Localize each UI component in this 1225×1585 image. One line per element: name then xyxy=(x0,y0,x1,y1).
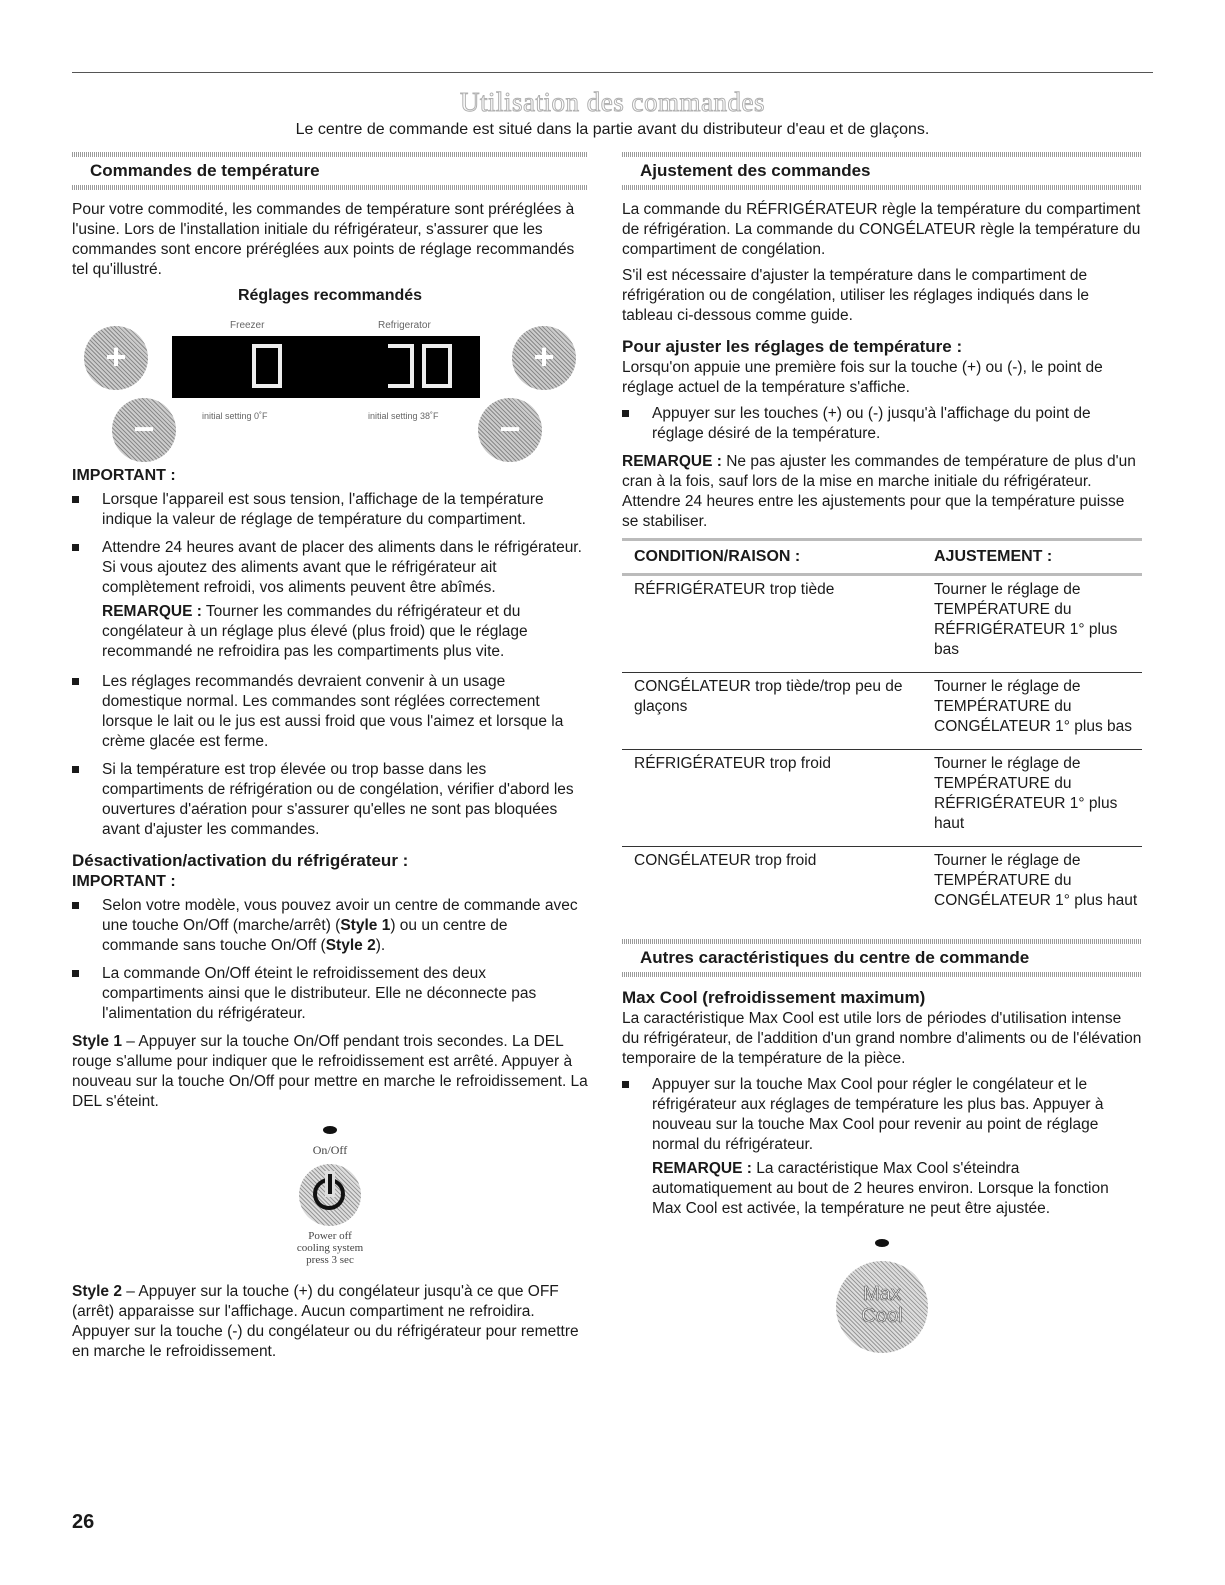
temperature-display xyxy=(172,336,480,398)
condition-cell: RÉFRIGÉRATEUR trop tiède xyxy=(622,575,922,673)
style2-label: Style 2 xyxy=(72,1283,122,1300)
refrigerator-label: Refrigerator xyxy=(378,320,431,331)
table-row xyxy=(622,673,1142,750)
onoff-list xyxy=(72,896,588,1024)
style1-ref: Style 1 xyxy=(340,917,391,934)
refrigerator-digit-8 xyxy=(422,344,452,388)
condition-cell: CONGÉLATEUR trop froid xyxy=(634,852,817,869)
list-item: Les réglages recommandés devraient convenir à un usage domestique normal. Les commandes sont réglées correctement lorsque le lait ou le jus est aussi froid que vous l'aimez et lorsque la crème glacée est ferme. xyxy=(72,672,588,752)
adjustment-cell: Tourner le réglage de TEMPÉRATURE du CONGÉLATEUR 1° plus haut xyxy=(934,852,1138,909)
important-label: IMPORTANT : xyxy=(72,467,176,484)
table-row xyxy=(622,750,1142,847)
freezer-digit xyxy=(252,344,282,388)
bullet-text: ). xyxy=(375,937,386,954)
adjust-p1: La commande du RÉFRIGÉRATEUR règle la température du compartiment de réfrigération. La commande du CONGÉLATEUR règle la température du compartiment de congélation. xyxy=(622,201,1141,258)
freezer-minus-button[interactable]: − xyxy=(112,398,176,462)
onoff-button-figure xyxy=(72,1120,588,1266)
right-column xyxy=(622,152,1142,1353)
caption-line: Power off xyxy=(308,1230,352,1242)
note-text: Tourner les commandes du réfrigérateur et du congélateur à un réglage plus élevé (plus froid) que le réglage recommandé ne refroidira pas les compartiments plus vite. xyxy=(102,603,528,660)
list-item: La commande On/Off éteint le refroidissement des deux compartiments ainsi que le distributeur. Elle ne déconnecte pas l'alimentation du réfrigérateur. xyxy=(72,964,588,1024)
max-cool-note xyxy=(622,1159,1142,1219)
bullet-text: ) ou un centre de commande sans touche On/Off ( xyxy=(102,917,508,954)
refrigerator-digit-3 xyxy=(388,344,414,388)
adjustment-cell: Tourner le réglage de TEMPÉRATURE du RÉFRIGÉRATEUR 1° plus haut xyxy=(922,750,1142,847)
adjust-heading: Ajustement des commandes xyxy=(622,152,1142,190)
max-cool-list xyxy=(622,1075,1142,1155)
adjust-list xyxy=(622,404,1142,444)
style1-text: – Appuyer sur la touche On/Off pendant trois secondes. La DEL rouge s'allume pour indiquer que le refroidissement est arrêté. Appuyer à nouveau sur la touche On/Off pour mettre en marche le refroidissement. La DEL s'éteint. xyxy=(72,1033,588,1110)
power-icon-bar xyxy=(328,1174,332,1194)
max-cool-label-line: Max xyxy=(863,1283,901,1305)
note-label: REMARQUE : xyxy=(102,603,202,620)
max-cool-heading: Max Cool (refroidissement maximum) xyxy=(622,988,926,1007)
note-label: REMARQUE : xyxy=(652,1160,752,1177)
list-item: Attendre 24 heures avant de placer des aliments dans le réfrigérateur. Si vous ajoutez des aliments avant que le réfrigérateur ait complètement refroidi, vos aliments peuvent être abîmés. xyxy=(72,538,588,598)
onoff-label: On/Off xyxy=(312,1143,348,1157)
column-header: CONDITION/RAISON : xyxy=(622,540,922,575)
max-cool-button[interactable] xyxy=(836,1261,928,1353)
adjust-p3: Lorsqu'on appuie une première fois sur la touche (+) ou (-), le point de réglage actuel de la température s'affiche. xyxy=(622,359,1103,396)
max-cool-figure xyxy=(622,1233,1142,1353)
style1-label: Style 1 xyxy=(72,1033,122,1050)
adjustment-cell: Tourner le réglage de TEMPÉRATURE du RÉFRIGÉRATEUR 1° plus bas xyxy=(922,575,1142,673)
adjust-note xyxy=(622,452,1142,532)
control-panel-figure xyxy=(72,312,588,462)
table-row xyxy=(622,575,1142,673)
onoff-heading: Désactivation/activation du réfrigérateur : xyxy=(72,851,409,870)
style2-text: – Appuyer sur la touche (+) du congélateur jusqu'à ce que OFF (arrêt) apparaisse sur l'affichage. Aucun compartiment ne refroidira. Appuyer sur la touche (-) du congélateur ou du réfrigérateur pour remettre en marche le refroidissement. xyxy=(72,1283,579,1360)
onoff-button[interactable] xyxy=(299,1164,361,1226)
note-text: Ne pas ajuster les commandes de température de plus d'un cran à la fois, sauf lors de la mise en marche initiale du réfrigérateur. Attendre 24 heures entre les ajustements pour que la température puisse se stabiliser. xyxy=(622,453,1136,530)
top-rule xyxy=(72,72,1153,73)
refrigerator-plus-button[interactable]: + xyxy=(512,326,576,390)
note-text: La caractéristique Max Cool s'éteindra automatiquement au bout de 2 heures environ. Lorsque la fonction Max Cool est activée, la température ne peut être ajustée. xyxy=(652,1160,1109,1217)
page-intro: Le centre de commande est situé dans la partie avant du distributeur d'eau et de glaçons. xyxy=(295,121,930,138)
caption-line: cooling system xyxy=(296,1242,364,1254)
page-title: Utilisation des commandes xyxy=(460,87,765,117)
condition-cell: RÉFRIGÉRATEUR trop froid xyxy=(622,750,922,847)
refrigerator-initial-setting: initial setting 38˚F xyxy=(368,411,439,421)
led-indicator xyxy=(875,1239,889,1247)
style2-paragraph xyxy=(72,1282,588,1362)
list-item: Appuyer sur la touche Max Cool pour régler le congélateur et le réfrigérateur aux réglages de température les plus bas. Appuyer à nouveau sur la touche Max Cool pour revenir au point de réglage normal du réfrigérateur. xyxy=(622,1075,1142,1155)
other-features-heading: Autres caractéristiques du centre de commande xyxy=(622,939,1142,977)
page-number: 26 xyxy=(72,1511,95,1533)
list-item: Si la température est trop élevée ou trop basse dans les compartiments de réfrigération ou de congélation, vérifier d'abord les ouvertures d'aération pour s'assurer qu'elles ne sont pas bloquées avant d'ajuster les commandes. xyxy=(72,760,588,840)
list-item: Lorsque l'appareil est sous tension, l'affichage de la température indique la valeur de réglage de température du compartiment. xyxy=(72,490,588,530)
temp-controls-body: Pour votre commodité, les commandes de température sont préréglées à l'usine. Lors de l'installation initiale du réfrigérateur, s'assurer que les commandes sont encore préréglées aux points de réglage recommandés tel qu'illustré. xyxy=(72,201,575,278)
bullet-text: Selon votre modèle, vous pouvez avoir un centre de commande avec une touche On/Off (marche/arrêt) ( xyxy=(102,897,578,934)
table-row xyxy=(622,847,1142,924)
left-column xyxy=(72,152,588,1368)
important-list-continued xyxy=(72,672,588,840)
freezer-plus-button[interactable]: + xyxy=(84,326,148,390)
note-label: REMARQUE : xyxy=(622,453,722,470)
style2-ref: Style 2 xyxy=(325,937,376,954)
refrigerator-minus-button[interactable]: − xyxy=(478,398,542,462)
onoff-important-label: IMPORTANT : xyxy=(72,873,176,890)
temp-note xyxy=(72,602,588,662)
max-cool-p1: La caractéristique Max Cool est utile lors de périodes d'utilisation intense du réfrigérateur, de l'addition d'un grand nombre d'aliments ou de l'élévation temporaire de la température de la pièce. xyxy=(622,1010,1142,1067)
recommended-settings-title: Réglages recommandés xyxy=(237,287,423,304)
important-list xyxy=(72,490,588,598)
adjust-sub-heading: Pour ajuster les réglages de température : xyxy=(622,337,963,356)
temp-controls-heading: Commandes de température xyxy=(72,152,588,190)
condition-cell: CONGÉLATEUR trop tiède/trop peu de glaçons xyxy=(622,673,922,750)
led-indicator xyxy=(323,1126,337,1134)
caption-line: press 3 sec xyxy=(306,1254,354,1266)
list-item: Appuyer sur les touches (+) ou (-) jusqu'à l'affichage du point de réglage désiré de la température. xyxy=(622,404,1142,444)
column-header: AJUSTEMENT : xyxy=(922,540,1142,575)
adjustment-table xyxy=(622,538,1142,923)
max-cool-label-line: Cool xyxy=(861,1305,903,1327)
adjust-p2: S'il est nécessaire d'ajuster la température dans le compartiment de réfrigération ou de congélation, utiliser les réglages indiqués dans le tableau ci-dessous comme guide. xyxy=(622,267,1090,324)
list-item xyxy=(72,896,588,956)
style1-paragraph xyxy=(72,1032,588,1112)
adjustment-cell: Tourner le réglage de TEMPÉRATURE du CONGÉLATEUR 1° plus bas xyxy=(922,673,1142,750)
table-header-row xyxy=(622,540,1142,575)
freezer-label: Freezer xyxy=(230,320,265,331)
freezer-initial-setting: initial setting 0˚F xyxy=(202,411,268,421)
